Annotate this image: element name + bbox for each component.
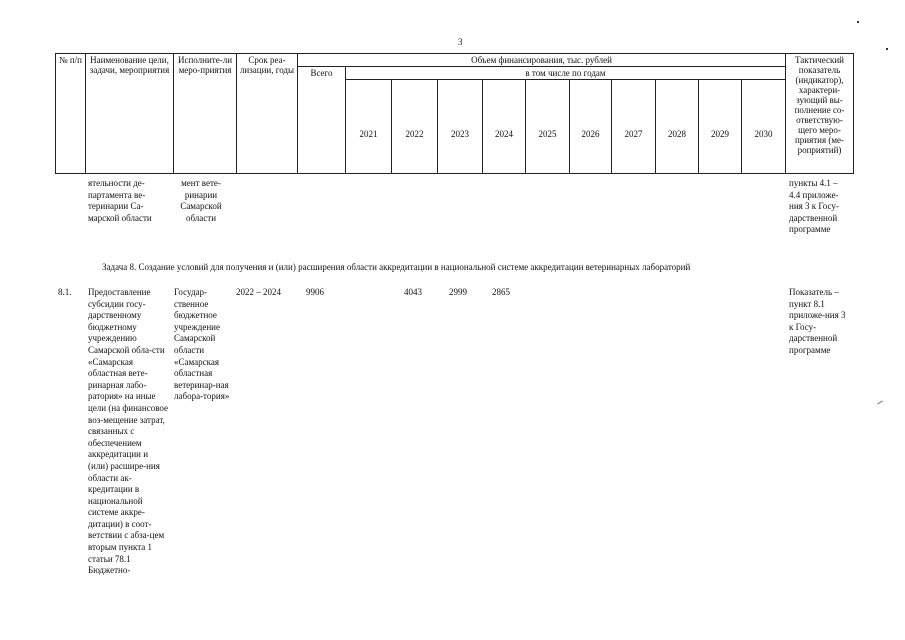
header-year: 2030 — [742, 80, 786, 174]
row-8-1-2022: 4043 — [404, 287, 422, 297]
header-col-exec: Исполните-ли меро-приятия — [174, 54, 237, 174]
header-year: 2022 — [392, 80, 438, 174]
continuation-indicator: пункты 4.1 – 4.4 приложе-ния 3 к Госу-дарственной программе — [789, 178, 839, 235]
header-col-num: № п/п — [56, 54, 86, 174]
header-year: 2028 — [656, 80, 699, 174]
header-col-total: Всего — [298, 67, 346, 174]
header-col-name: Наименование цели, задачи, мероприятия — [86, 54, 174, 174]
header-year: 2029 — [699, 80, 742, 174]
row-8-1-name: Предоставление субсидии госу-дарственному бюджетному учреждению Самарской обла-сти «Самарская областная вете-ринарная лабо-ратория» на иные цели (на финансовое воз-мещение затрат, связанных с обеспечением аккредитации и (или) расшире-ния области ак-кредитации в национальной системе аккре-дитации) в соот-ветствии с абза-цем вторым пункта 1 статьи 78.1 Бюджетно- — [88, 287, 168, 576]
header-year: 2027 — [612, 80, 656, 174]
row-8-1-term: 2022 – 2024 — [236, 287, 281, 297]
scan-speck — [857, 21, 859, 23]
header-col-funding: Объем финансирования, тыс. рублей — [298, 54, 786, 67]
scan-speck — [877, 400, 882, 404]
row-8-1-indicator: Показатель – пункт 8.1 приложе-ния 3 к Госу-дарственной программе — [789, 287, 846, 355]
header-year: 2025 — [526, 80, 570, 174]
row-8-1-2024: 2865 — [492, 287, 510, 297]
header-year: 2021 — [346, 80, 392, 174]
row-8-1-executor: Государ-ственное бюджетное учреждение Самарской области «Самарская областная ветеринар-ная лабора-тория» — [174, 287, 230, 402]
header-col-term: Срок реа-лизации, годы — [237, 54, 298, 174]
continuation-executor: мент вете-ринарии Самарской области — [180, 178, 222, 223]
task-8-title: Задача 8. Создание условий для получения и (или) расширения области аккредитации в национальной системе аккредитации ветеринарных лабораторий — [102, 262, 691, 272]
scan-speck — [886, 48, 888, 50]
row-8-1-number: 8.1. — [58, 287, 72, 297]
table-header — [55, 53, 854, 174]
header-col-by-years: в том числе по годам — [346, 67, 786, 80]
header-year: 2024 — [483, 80, 526, 174]
header-year: 2023 — [438, 80, 483, 174]
row-8-1-total: 9906 — [306, 287, 324, 297]
header-year: 2026 — [570, 80, 612, 174]
row-8-1-2023: 2999 — [449, 287, 467, 297]
header-col-indicator: Тактический показатель (индикатор), характери-зующий вы-полнение со-ответствую-щего меро-приятия (ме-роприятий) — [786, 54, 854, 174]
continuation-name: ятельности де-партамента ве-теринарии Са-марской области — [88, 178, 152, 223]
page-number: 3 — [458, 37, 463, 47]
